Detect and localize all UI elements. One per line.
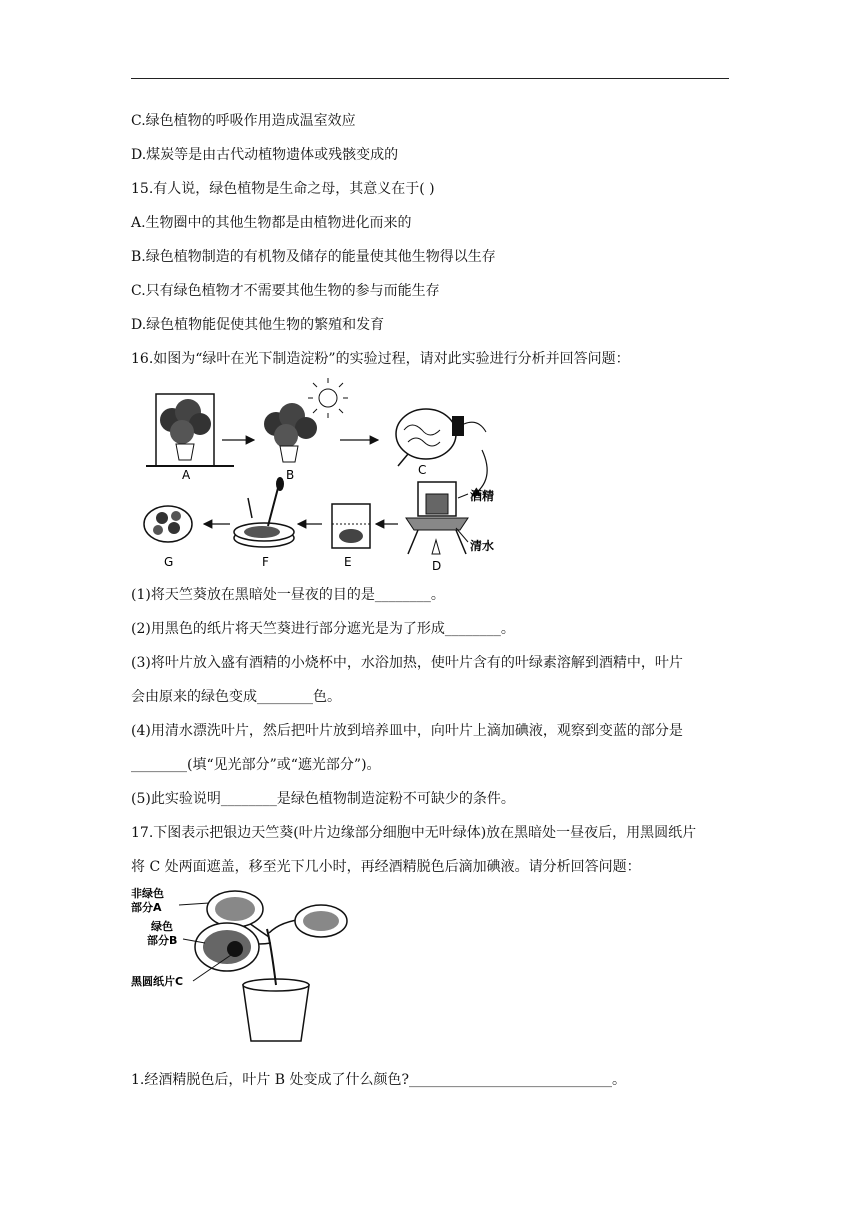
label-black-paper: 黑圆纸片C [131, 975, 184, 988]
experiment-figure [136, 378, 506, 574]
question-16-1: (1)将天竺葵放在黑暗处一昼夜的目的是________。 [131, 587, 445, 603]
pointer-a [179, 903, 209, 905]
question-16-4-cont: ________(填“见光部分”或“遮光部分”)。 [131, 757, 381, 773]
question-17-cont: 将 C 处两面遮盖，移至光下几小时，再经酒精脱色后滴加碘液。请分析回答问题： [131, 859, 641, 875]
label-b: B [286, 468, 295, 482]
question-16-5: (5)此实验说明________是绿色植物制造淀粉不可缺少的条件。 [131, 791, 515, 807]
label-a: A [182, 468, 191, 482]
label-water: 清水 [470, 539, 495, 553]
question-15: 15.有人说，绿色植物是生命之母，其意义在于( ) [131, 181, 435, 197]
water-bath-d [406, 482, 468, 554]
label-d: D [432, 559, 442, 573]
option-14d: D.煤炭等是由古代动植物遗体或残骸变成的 [131, 147, 399, 163]
label-e: E [344, 555, 352, 569]
question-17: 17.下图表示把银边天竺葵(叶片边缘部分细胞中无叶绿体)放在黑暗处一昼夜后，用黑圆纸片 [131, 825, 697, 841]
question-16-3-cont: 会由原来的绿色变成________色。 [131, 689, 341, 705]
question-17-1: 1.经酒精脱色后，叶片 B 处变成了什么颜色?_____________________________。 [131, 1072, 627, 1088]
question-16-4: (4)用清水漂洗叶片，然后把叶片放到培养皿中，向叶片上滴加碘液，观察到变蓝的部分是 [131, 723, 683, 739]
question-16-2: (2)用黑色的纸片将天竺葵进行部分遮光是为了形成________。 [131, 621, 515, 637]
option-15a: A.生物圈中的其他生物都是由植物进化而来的 [131, 215, 412, 231]
geranium-figure [131, 885, 363, 1045]
plant-b-under-sun [264, 378, 348, 462]
label-green-part-line2: 部分B [147, 934, 178, 947]
petri-dish-f [234, 477, 294, 547]
geranium-plant [195, 891, 347, 1041]
question-16: 16.如图为“绿叶在光下制造淀粉”的实验过程，请对此实验进行分析并回答问题： [131, 351, 630, 367]
beaker-e [332, 504, 370, 548]
label-nongreen-part-line2: 部分A [131, 901, 162, 914]
label-nongreen-part-line1: 非绿色 [131, 887, 164, 900]
option-14c: C.绿色植物的呼吸作用造成温室效应 [131, 113, 356, 129]
question-16-3: (3)将叶片放入盛有酒精的小烧杯中，水浴加热，使叶片含有的叶绿素溶解到酒精中，叶片 [131, 655, 683, 671]
label-green-part-line1: 绿色 [151, 920, 173, 933]
label-g: G [164, 555, 174, 569]
label-c: C [418, 463, 427, 477]
label-f: F [262, 555, 269, 569]
label-alcohol: 酒精 [470, 489, 495, 503]
top-rule [131, 78, 729, 79]
option-15b: B.绿色植物制造的有机物及储存的能量使其他生物得以生存 [131, 249, 496, 265]
option-15c: C.只有绿色植物才不需要其他生物的参与而能生存 [131, 283, 440, 299]
leaf-g-result [144, 506, 192, 542]
option-15d: D.绿色植物能促使其他生物的繁殖和发育 [131, 317, 385, 333]
leaf-c-covered [396, 409, 486, 466]
plant-a-in-box [146, 394, 234, 466]
